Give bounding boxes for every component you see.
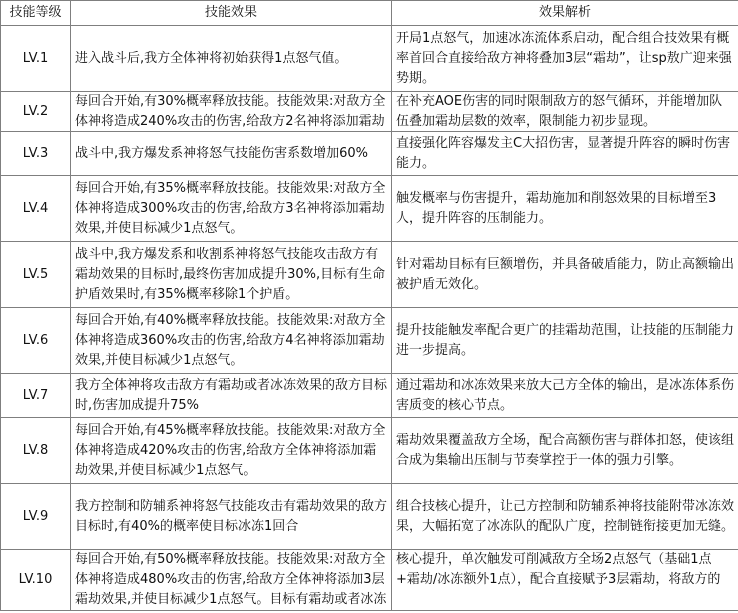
analysis-text: 在补充AOE伤害的同时限制敌方的怒气循环，并能增加队伍叠加霜劫层数的效率，限制能力初步显现。 [396, 94, 723, 129]
effect-cell: 我方全体神将攻击敌方有霜劫或者冰冻效果的敌方目标时,伤害加成提升75% [71, 374, 392, 418]
level-cell: LV.5 [1, 242, 71, 308]
analysis-cell [392, 92, 738, 132]
effect-cell [71, 550, 392, 611]
table-header-row [1, 1, 738, 26]
effect-text: 每回合开始,有30%概率释放技能。技能效果:对敌方全体神将造成240%攻击的伤害,给敌方2名神将添加霜劫 [75, 94, 386, 129]
table-row [1, 132, 738, 176]
level-cell: LV.3 [1, 132, 71, 176]
level-cell: LV.1 [1, 26, 71, 92]
analysis-cell: 提升技能触发率配合更广的挂霜劫范围，让技能的压制能力进一步提高。 [392, 308, 738, 374]
analysis-cell: 霜劫效果覆盖敌方全场，配合高额伤害与群体扣怒，使该组合成为集输出压制与节奏掌控于一体的强力引擎。 [392, 418, 738, 484]
level-cell: LV.8 [1, 418, 71, 484]
effect-cell: 战斗中,我方爆发系和收割系神将怒气技能攻击敌方有霜劫效果的目标时,最终伤害加成提升30%,目标有生命护盾效果时,有35%概率移除1个护盾。 [71, 242, 392, 308]
analysis-cell: 直接强化阵容爆发主C大招伤害，显著提升阵容的瞬时伤害能力。 [392, 132, 738, 176]
analysis-cell: 开局1点怒气，加速冰冻流体系启动，配合组合技效果有概率首回合直接给敌方神将叠加3层“霜劫”，让sp敖广迎来强势期。 [392, 26, 738, 92]
level-cell: LV.2 [1, 92, 71, 132]
table-row [1, 550, 738, 611]
table-row [1, 242, 738, 308]
effect-cell [71, 92, 392, 132]
analysis-cell: 针对霜劫目标有巨额增伤，并具备破盾能力，防止高额输出被护盾无效化。 [392, 242, 738, 308]
effect-cell: 进入战斗后,我方全体神将初始获得1点怒气值。 [71, 26, 392, 92]
table-row [1, 308, 738, 374]
analysis-cell: 触发概率与伤害提升，霜劫施加和削怒效果的目标增至3人，提升阵容的压制能力。 [392, 176, 738, 242]
effect-text: 每回合开始,有50%概率释放技能。技能效果:对敌方全体神将造成480%攻击的伤害,给敌方全体神将添加3层霜劫效果,并使目标减少1点怒气。目标有霜劫或者冰冻 [75, 552, 387, 607]
header-analysis: 效果解析 [392, 1, 738, 26]
table-row [1, 418, 738, 484]
effect-cell: 每回合开始,有45%概率释放技能。技能效果:对敌方全体神将造成420%攻击的伤害,给敌方全体神将添加霜劫效果,并使目标减少1点怒气。 [71, 418, 392, 484]
effect-cell: 我方控制和防辅系神将怒气技能攻击有霜劫效果的敌方目标时,有40%的概率使目标冰冻1回合 [71, 484, 392, 550]
level-cell: LV.6 [1, 308, 71, 374]
effect-cell: 战斗中,我方爆发系神将怒气技能伤害系数增加60% [71, 132, 392, 176]
table-row [1, 484, 738, 550]
analysis-text: 核心提升，单次触发可削减敌方全场2点怒气（基础1点+霜劫/冰冻额外1点），配合直接赋予3层霜劫，将敌方的 [396, 552, 721, 587]
table-row [1, 26, 738, 92]
level-cell: LV.7 [1, 374, 71, 418]
level-cell: LV.9 [1, 484, 71, 550]
table-row [1, 374, 738, 418]
effect-cell: 每回合开始,有35%概率释放技能。技能效果:对敌方全体神将造成300%攻击的伤害,给敌方3名神将添加霜劫效果,并使目标减少1点怒气。 [71, 176, 392, 242]
level-cell: LV.10 [1, 550, 71, 611]
analysis-cell: 组合技核心提升，让己方控制和防辅系神将技能附带冰冻效果，大幅拓宽了冰冻队的配队广度，控制链衔接更加无缝。 [392, 484, 738, 550]
header-effect: 技能效果 [71, 1, 392, 26]
level-cell: LV.4 [1, 176, 71, 242]
effect-cell: 每回合开始,有40%概率释放技能。技能效果:对敌方全体神将造成360%攻击的伤害,给敌方4名神将添加霜劫效果,并使目标减少1点怒气。 [71, 308, 392, 374]
header-level: 技能等级 [1, 1, 71, 26]
analysis-cell: 通过霜劫和冰冻效果来放大己方全体的输出，是冰冻体系伤害质变的核心节点。 [392, 374, 738, 418]
table-row [1, 92, 738, 132]
table-row [1, 176, 738, 242]
analysis-cell [392, 550, 738, 611]
